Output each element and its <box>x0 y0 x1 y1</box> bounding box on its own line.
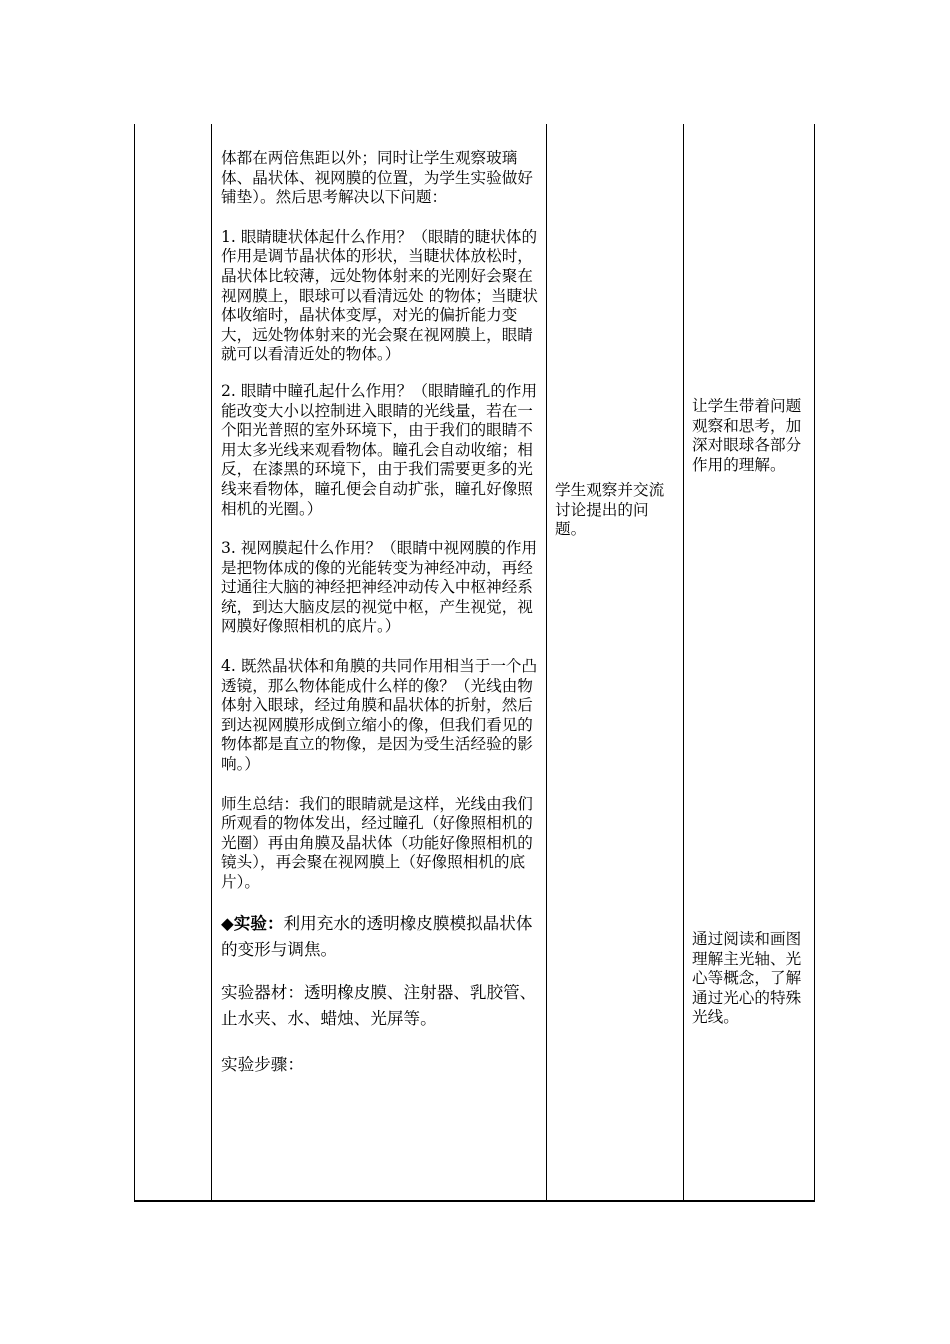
question-3: 3. 视网膜起什么作用？（眼睛中视网膜的作用是把物体成的像的光能转变为神经冲动，再经过通往大脑的神经把神经冲动传入中枢神经系统，到达大脑皮层的视觉中枢，产生视觉，视网膜好像照相机的底片。） <box>221 539 538 636</box>
question-4: 4. 既然晶状体和角膜的共同作用相当于一个凸透镜，那么物体能成什么样的像？（光线由物体射入眼球，经过角膜和晶状体的折射，然后到达视网膜形成倒立缩小的像，但我们看见的物体都是直立的物像，是因为受生活经验的影响。） <box>221 657 538 774</box>
table-column-student-activity <box>547 124 684 1200</box>
experiment-paragraph <box>221 910 539 963</box>
experiment-text: 利用充水的透明橡皮膜模拟晶状体的变形与调焦。 <box>221 913 533 959</box>
student-activity-text: 学生观察并交流讨论提出的问题。 <box>555 481 665 539</box>
summary-paragraph: 师生总结：我们的眼睛就是这样，光线由我们所观看的物体发出，经过瞳孔（好像照相机的光圈）再由角膜及晶状体（功能好像照相机的镜头），再会聚在视网膜上（好像照相机的底片）。 <box>221 794 533 891</box>
design-intent-b: 通过阅读和画图理解主光轴、光心等概念，了解通过光心的特殊光线。 <box>692 930 802 1027</box>
table-column-design-intent <box>684 124 814 1200</box>
intro-paragraph: 体都在两倍焦距以外；同时让学生观察玻璃体、晶状体、视网膜的位置，为学生实验做好铺垫）。然后思考解决以下问题： <box>221 149 533 207</box>
lesson-plan-table <box>134 124 815 1202</box>
materials-paragraph: 实验器材：透明橡皮膜、注射器、乳胶管、止水夹、水、蜡烛、光屏等。 <box>221 982 537 1028</box>
table-column-teacher-activity <box>212 124 547 1200</box>
question-2: 2. 眼睛中瞳孔起什么作用？（眼睛瞳孔的作用能改变大小以控制进入眼睛的光线量，若在一个阳光普照的室外环境下，由于我们的眼睛不用太多光线来观看物体。瞳孔会自动收缩；相反，在漆黑的环境下，由于我们需要更多的光线来看物体，瞳孔便会自动扩张，瞳孔好像照相机的光圈。） <box>221 381 538 518</box>
design-intent-a: 让学生带着问题观察和思考，加深对眼球各部分作用的理解。 <box>692 397 802 474</box>
steps-paragraph: 实验步骤： <box>221 1054 304 1074</box>
table-column-stage <box>135 124 212 1200</box>
teacher-activity-text <box>221 149 539 1078</box>
question-1: 1. 眼睛睫状体起什么作用？（眼睛的睫状体的作用是调节晶状体的形状，当睫状体放松时，晶状体比较薄，远处物体射来的光刚好会聚在视网膜上，眼球可以看清远处 的物体；当睫状体收缩时，晶状体变厚，对光的偏折能力变大，远处物体射来的光会聚在视网膜上，眼睛就可以看清近处的物体。） <box>221 227 538 364</box>
experiment-label: ◆实验： <box>221 912 284 933</box>
